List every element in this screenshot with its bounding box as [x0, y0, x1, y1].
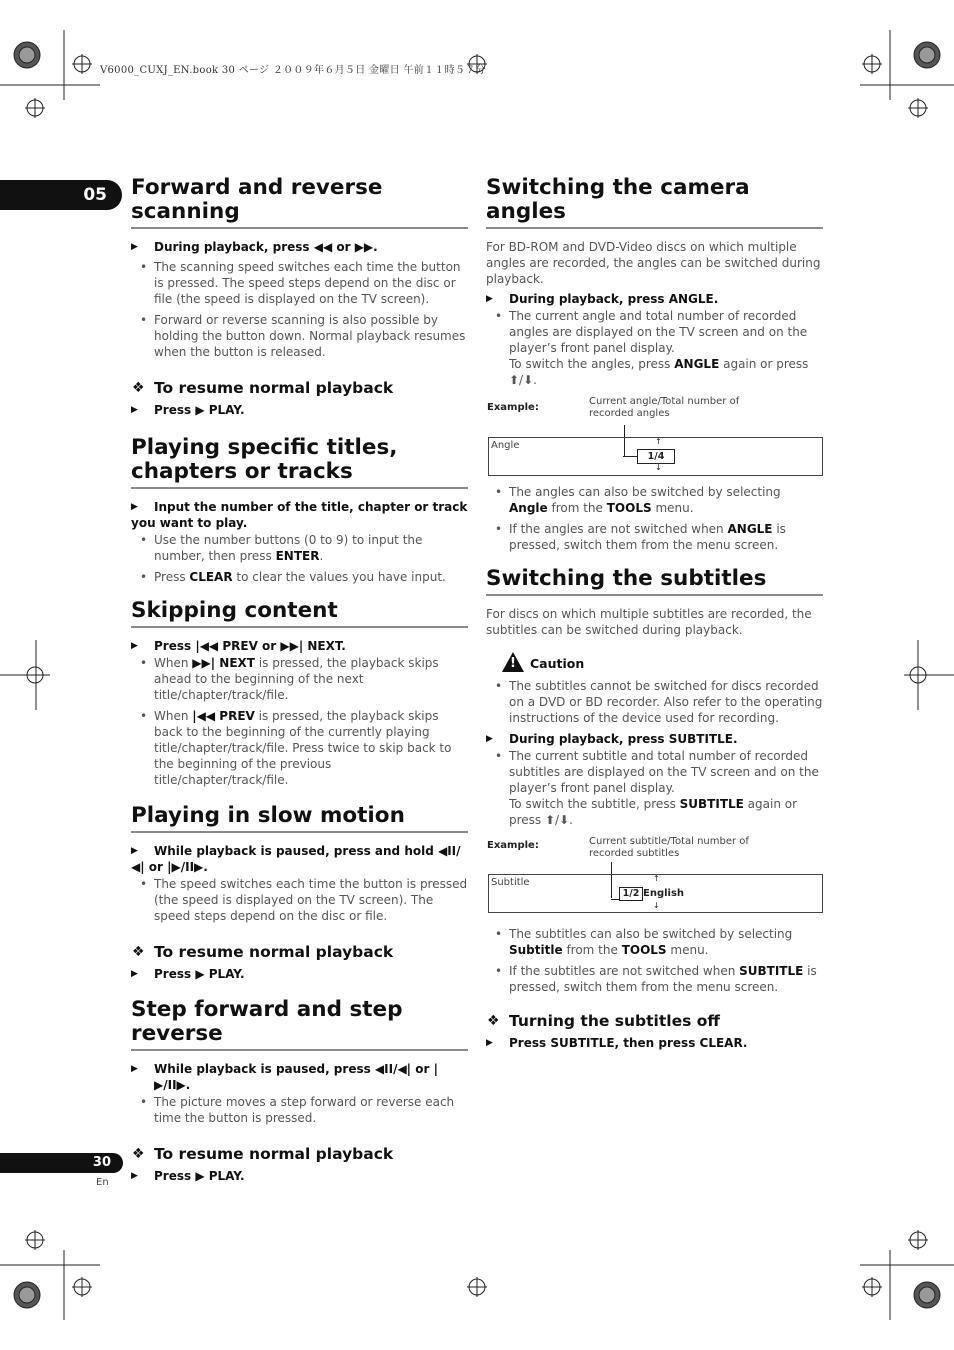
language-code: En	[96, 1177, 109, 1188]
angle-example	[486, 396, 823, 484]
subsection-title: ❖ To resume normal playback	[132, 1145, 394, 1163]
section-title: Playing specific titles, chapters or tracks	[131, 436, 468, 489]
arrow-icon: ▶	[486, 1038, 493, 1048]
bullet: • When ▶▶| NEXT is pressed, the playback skips ahead to the beginning of the next title/chapter/track/file.	[140, 656, 439, 702]
section-title: Switching the subtitles	[486, 567, 823, 596]
bullet: • If the subtitles are not switched when SUBTITLE is pressed, switch them from the menu screen.	[495, 964, 817, 994]
step: ▶ Press ▶ PLAY.	[131, 403, 245, 417]
step: ▶ While playback is paused, press and hold ◀II/◀| or |▶/II▶.	[131, 844, 461, 874]
step: ▶ While playback is paused, press ◀II/◀| or |▶/II▶.	[131, 1062, 438, 1092]
arrow-icon: ▶	[131, 242, 138, 252]
right-column	[486, 176, 823, 1051]
box-label: Subtitle	[491, 877, 530, 888]
bullet: • The subtitles can also be switched by selecting Subtitle from the TOOLS menu.	[495, 927, 793, 957]
intro-paragraph: For BD-ROM and DVD-Video discs on which multiple angles are recorded, the angles can be switched during playback.	[486, 240, 821, 286]
arrow-icon: ▶	[131, 969, 138, 979]
callout-text: Current subtitle/Total number of recorded subtitles	[589, 836, 749, 859]
section-title: Switching the camera angles	[486, 176, 823, 229]
arrow-icon: ▶	[131, 846, 138, 856]
arrow-icon: ▶	[486, 294, 493, 304]
subsection-title: ❖ To resume normal playback	[132, 379, 394, 397]
chapter-number: 05	[83, 185, 107, 205]
section-forward-reverse	[131, 176, 468, 418]
section-skipping	[131, 599, 468, 788]
left-column	[131, 176, 468, 1184]
arrow-icon: ▶	[486, 734, 493, 744]
subtitle-language: English	[643, 888, 685, 899]
subtitle-indicator: 1/2	[619, 887, 643, 901]
warning-icon: !	[502, 652, 524, 672]
page-number: 30	[92, 1155, 111, 1170]
bullet: • Use the number buttons (0 to 9) to input the number, then press ENTER.	[140, 533, 423, 563]
chapter-tab	[0, 180, 122, 210]
caution	[486, 652, 823, 676]
step: ▶ Press SUBTITLE, then press CLEAR.	[486, 1036, 748, 1050]
section-specific-titles	[131, 436, 468, 585]
arrow-icon: ▶	[131, 502, 138, 512]
subtitle-screen-box	[488, 874, 823, 913]
arrow-icon: ▶	[131, 1171, 138, 1181]
step: ▶ Press ▶ PLAY.	[131, 967, 245, 981]
step: ▶ Input the number of the title, chapter or track you want to play.	[131, 500, 468, 530]
angle-indicator: 1/4	[637, 449, 675, 464]
example-label: Example:	[487, 402, 539, 413]
section-step-forward	[131, 998, 468, 1184]
diamond-icon: ❖	[487, 1013, 500, 1029]
angle-screen-box	[488, 437, 823, 476]
up-arrow-icon: ↑	[655, 437, 662, 446]
section-title: Forward and reverse scanning	[131, 176, 468, 229]
box-label: Angle	[491, 440, 520, 451]
section-title: Step forward and step reverse	[131, 998, 468, 1051]
section-title: Playing in slow motion	[131, 804, 468, 833]
step: ▶ During playback, press ANGLE.	[486, 292, 719, 306]
bullet: • The speed switches each time the button is pressed (the speed is displayed on the TV screen). The speed steps depend on the disc or file.	[140, 877, 468, 923]
arrow-icon: ▶	[131, 1064, 138, 1074]
up-arrow-icon: ↑	[653, 874, 660, 883]
diamond-icon: ❖	[132, 380, 145, 396]
subtitle-example	[486, 836, 823, 926]
callout-text: Current angle/Total number of recorded angles	[589, 396, 740, 419]
print-header: V6000_CUXJ_EN.book 30 ページ ２００９年６月５日 金曜日 午前１１時５７分	[100, 65, 486, 76]
section-title: Skipping content	[131, 599, 468, 628]
bullet: • When |◀◀ PREV is pressed, the playback skips back to the beginning of the currently playing title/chapter/track/file. Press twice to skip back to the beginning of the previous title/chapter/track/file.	[140, 709, 452, 787]
diamond-icon: ❖	[132, 944, 145, 960]
step: ▶ During playback, press ◀◀ or ▶▶.	[131, 240, 378, 254]
intro-paragraph: For discs on which multiple subtitles are recorded, the subtitles can be switched during playback.	[486, 607, 812, 637]
section-slow-motion	[131, 804, 468, 982]
arrow-icon: ▶	[131, 641, 138, 651]
down-arrow-icon: ↓	[653, 901, 660, 910]
bullet: • If the angles are not switched when ANGLE is pressed, switch them from the menu screen.	[495, 522, 786, 552]
subsection-title: ❖ To resume normal playback	[132, 943, 394, 961]
step: ▶ Press |◀◀ PREV or ▶▶| NEXT.	[131, 639, 346, 653]
caution-label: Caution	[530, 656, 585, 671]
step: ▶ During playback, press SUBTITLE.	[486, 732, 738, 746]
arrow-icon: ▶	[131, 405, 138, 415]
bullet: • The subtitles cannot be switched for discs recorded on a DVD or BD recorder. Also refer to the operating instructions of the device used for recording.	[495, 679, 823, 725]
down-arrow-icon: ↓	[655, 463, 662, 472]
section-camera-angles	[486, 176, 823, 553]
bullet: • The angles can also be switched by selecting Angle from the TOOLS menu.	[495, 485, 781, 515]
page-number-tab	[0, 1153, 123, 1173]
bullet: • The current subtitle and total number of recorded subtitles are displayed on the TV screen and on the player’s front panel display. To switch the subtitle, press SUBTITLE again or press ⬆/⬇.	[495, 749, 819, 827]
subsection-title: ❖ Turning the subtitles off	[487, 1012, 720, 1030]
bullet: • Press CLEAR to clear the values you have input.	[140, 570, 446, 584]
bullet: • The picture moves a step forward or reverse each time the button is pressed.	[140, 1095, 455, 1125]
section-subtitles	[486, 567, 823, 1051]
bullet: • The current angle and total number of recorded angles are displayed on the TV screen and on the player’s front panel display. To switch the angles, press ANGLE again or press ⬆/⬇.	[495, 309, 809, 387]
diamond-icon: ❖	[132, 1146, 145, 1162]
bullet: • The scanning speed switches each time the button is pressed. The speed steps depend on the disc or file (the speed is displayed on the TV screen).	[140, 260, 461, 306]
bullet: • Forward or reverse scanning is also possible by holding the button down. Normal playback resumes when the button is released.	[140, 313, 466, 359]
example-label: Example:	[487, 840, 539, 851]
step: ▶ Press ▶ PLAY.	[131, 1169, 245, 1183]
